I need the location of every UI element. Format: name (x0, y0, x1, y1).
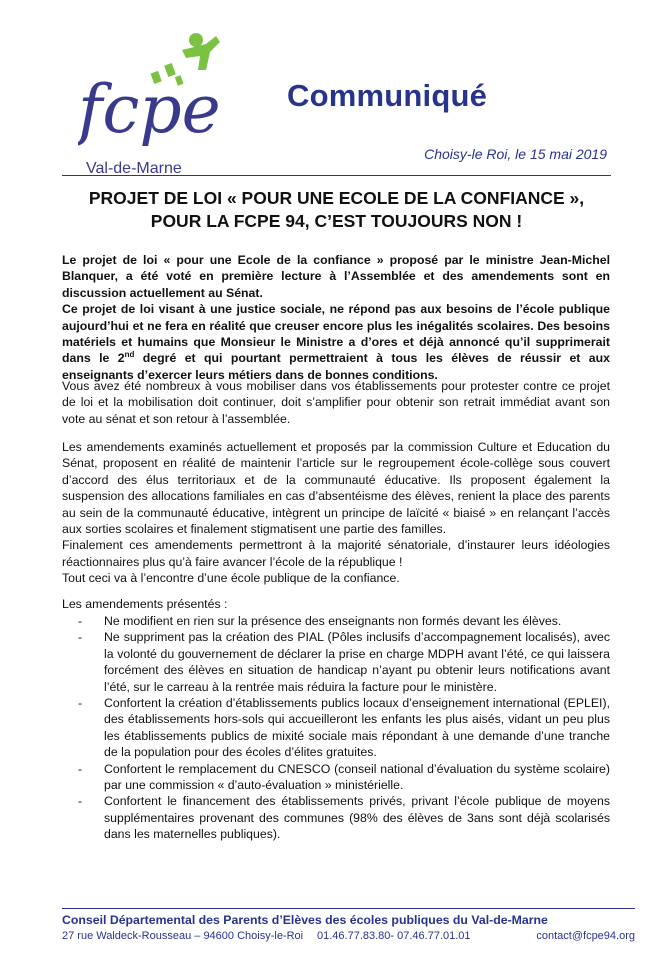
lead-p1: Le projet de loi « pour une Ecole de la confiance » proposé par le ministre Jean-Michel Blanquer, a été voté en première lecture à l’Assemblée et des amendements sont en discussion actuellement au Sénat. (62, 253, 610, 300)
amendments-list (62, 613, 610, 843)
headline-line-1: PROJET DE LOI « POUR UNE ECOLE DE LA CONFIANCE », (88, 188, 585, 208)
fcpe-logo (78, 30, 228, 180)
list-item: - Confortent le remplacement du CNESCO (conseil national d’évaluation du système scolaire) par une commission « d’auto-évaluation » ministérielle. (78, 761, 610, 793)
amendments-p1: Les amendements examinés actuellement et proposés par la commission Culture et Education du Sénat, proposent en réalité de maintenir l’article sur le regroupement école-collège sous couvert d’accord des élus territoriaux et de la communauté éducative. Ils proposent également la suspension des allocations familiales en cas d’absentéisme des élèves, renient la place des parents au sein de la communauté éducative, intègrent un principe de laïcité « biaisé » en relançant l’accès aux sorties scolaires et finalement stigmatisent une partie des familles. (62, 440, 610, 537)
fcpe-logo-graphic (78, 30, 228, 160)
footer-address: 27 rue Waldeck-Rousseau – 94600 Choisy-le-Roi (62, 930, 304, 942)
dateline: Choisy-le Roi, le 15 mai 2019 (424, 146, 607, 162)
amendments-paragraph (62, 439, 610, 587)
amendments-list-heading: Les amendements présentés : (62, 597, 228, 611)
document-title: Communiqué (287, 78, 488, 113)
footer-divider (62, 908, 635, 909)
mobilisation-paragraph: Vous avez été nombreux à vous mobiliser dans vos établissements pour protester contre ce projet de loi et la mobilisation doit continuer, doit s’amplifier pour obtenir son retrait immédiat avant son vote au sénat et son retour à l’assemblée. (62, 379, 610, 426)
logo-subtitle: Val-de-Marne (86, 160, 182, 177)
fcpe-wordmark: fcpe (78, 71, 221, 148)
list-item: - Ne modifient en rien sur la présence des enseignants non formés devant les élèves. (78, 614, 562, 628)
list-item: - Ne suppriment pas la création des PIAL (Pôles inclusifs d’accompagnement localisés), avec la volonté du gouvernement de déclarer la prise en charge MDPH avant l’été, ce qui laissera forcément des élèves en situation de handicap n’ayant pu obtenir leurs notifications avant l’été, sur le carreau à la rentrée mais réduira la facture pour le ministère. (78, 630, 610, 694)
footer-email-link[interactable]: contact@fcpe94.org (536, 930, 635, 942)
amendments-p3: Tout ceci va à l’encontre d’une école publique de la confiance. (62, 571, 400, 586)
footer-phone: 01.46.77.83.80- 07.46.77.01.01 (317, 930, 471, 942)
lead-p2: Ce projet de loi visant à une justice sociale, ne répond pas aux besoins de l’école publique aujourd’hui et ne fera en réalité que creuser encore plus les inégalités scolaires. Des besoins matériels et humains que Monsieur le Ministre a d’ores et déjà annoncé qu’il supprimerait dans le 2nd degré et qui pourtant permettraient à tous les élèves de réussir et aux enseignants d’exercer leurs métiers dans de bonnes conditions. (62, 302, 610, 382)
header-divider (62, 175, 611, 176)
headline (62, 187, 611, 233)
footer-organisation: Conseil Départemental des Parents d’Elèves des écoles publiques du Val-de-Marne (62, 913, 548, 927)
list-item: - Confortent la création d’établissements publics locaux d’enseignement international (EPLEI), des établissements hors-sols qui accueilleront les enfants les plus aisés, vidant un peu plus les établissements publics de mixité sociale mais répondant à une demande d’une tranche de la population pour des écoles d’élites gratuites. (78, 696, 610, 760)
headline-line-2: POUR LA FCPE 94, C’EST TOUJOURS NON ! (150, 211, 523, 231)
amendments-p2: Finalement ces amendements permettront à la majorité sénatoriale, d’instaurer leurs idéologies réactionnaires plus qu’à faire avancer l’école de la république ! (62, 538, 610, 569)
list-item: - Confortent le financement des établissements privés, privant l’école publique de moyens supplémentaires provenant des communes (98% des élèves de 3ans sont déjà scolarisés dans les maternelles publiques). (78, 794, 610, 842)
lead-paragraph (62, 252, 610, 383)
